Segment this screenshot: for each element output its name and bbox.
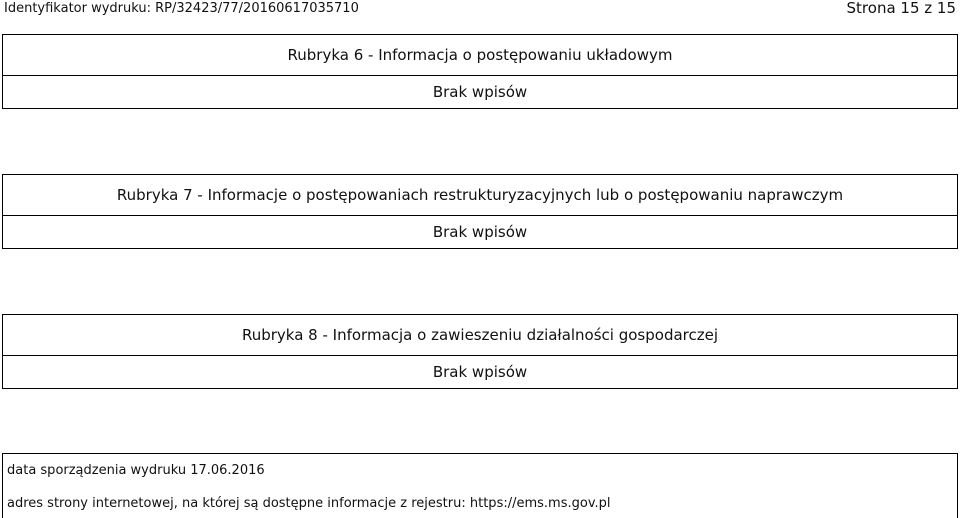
section-content: Brak wpisów	[432, 83, 528, 101]
print-identifier: Identyfikator wydruku: RP/32423/77/20160617035710	[4, 1, 359, 16]
section-rubryka-8	[2, 314, 958, 389]
section-title: Rubryka 8 - Informacja o zawieszeniu działalności gospodarczej	[3, 315, 957, 356]
footer-box	[2, 453, 958, 518]
section-content: Brak wpisów	[432, 223, 528, 241]
section-rubryka-7	[2, 174, 958, 249]
page-number: Strona 15 z 15	[846, 0, 956, 17]
section-content: Brak wpisów	[432, 363, 528, 381]
section-title: Rubryka 7 - Informacje o postępowaniach restrukturyzacyjnych lub o postępowaniu naprawczym	[3, 175, 957, 216]
registry-address: adres strony internetowej, na której są dostępne informacje z rejestru: https://ems.ms.gov.pl	[7, 496, 611, 511]
section-rubryka-6	[2, 34, 958, 109]
print-date: data sporządzenia wydruku 17.06.2016	[7, 463, 265, 478]
section-title: Rubryka 6 - Informacja o postępowaniu układowym	[3, 35, 957, 76]
